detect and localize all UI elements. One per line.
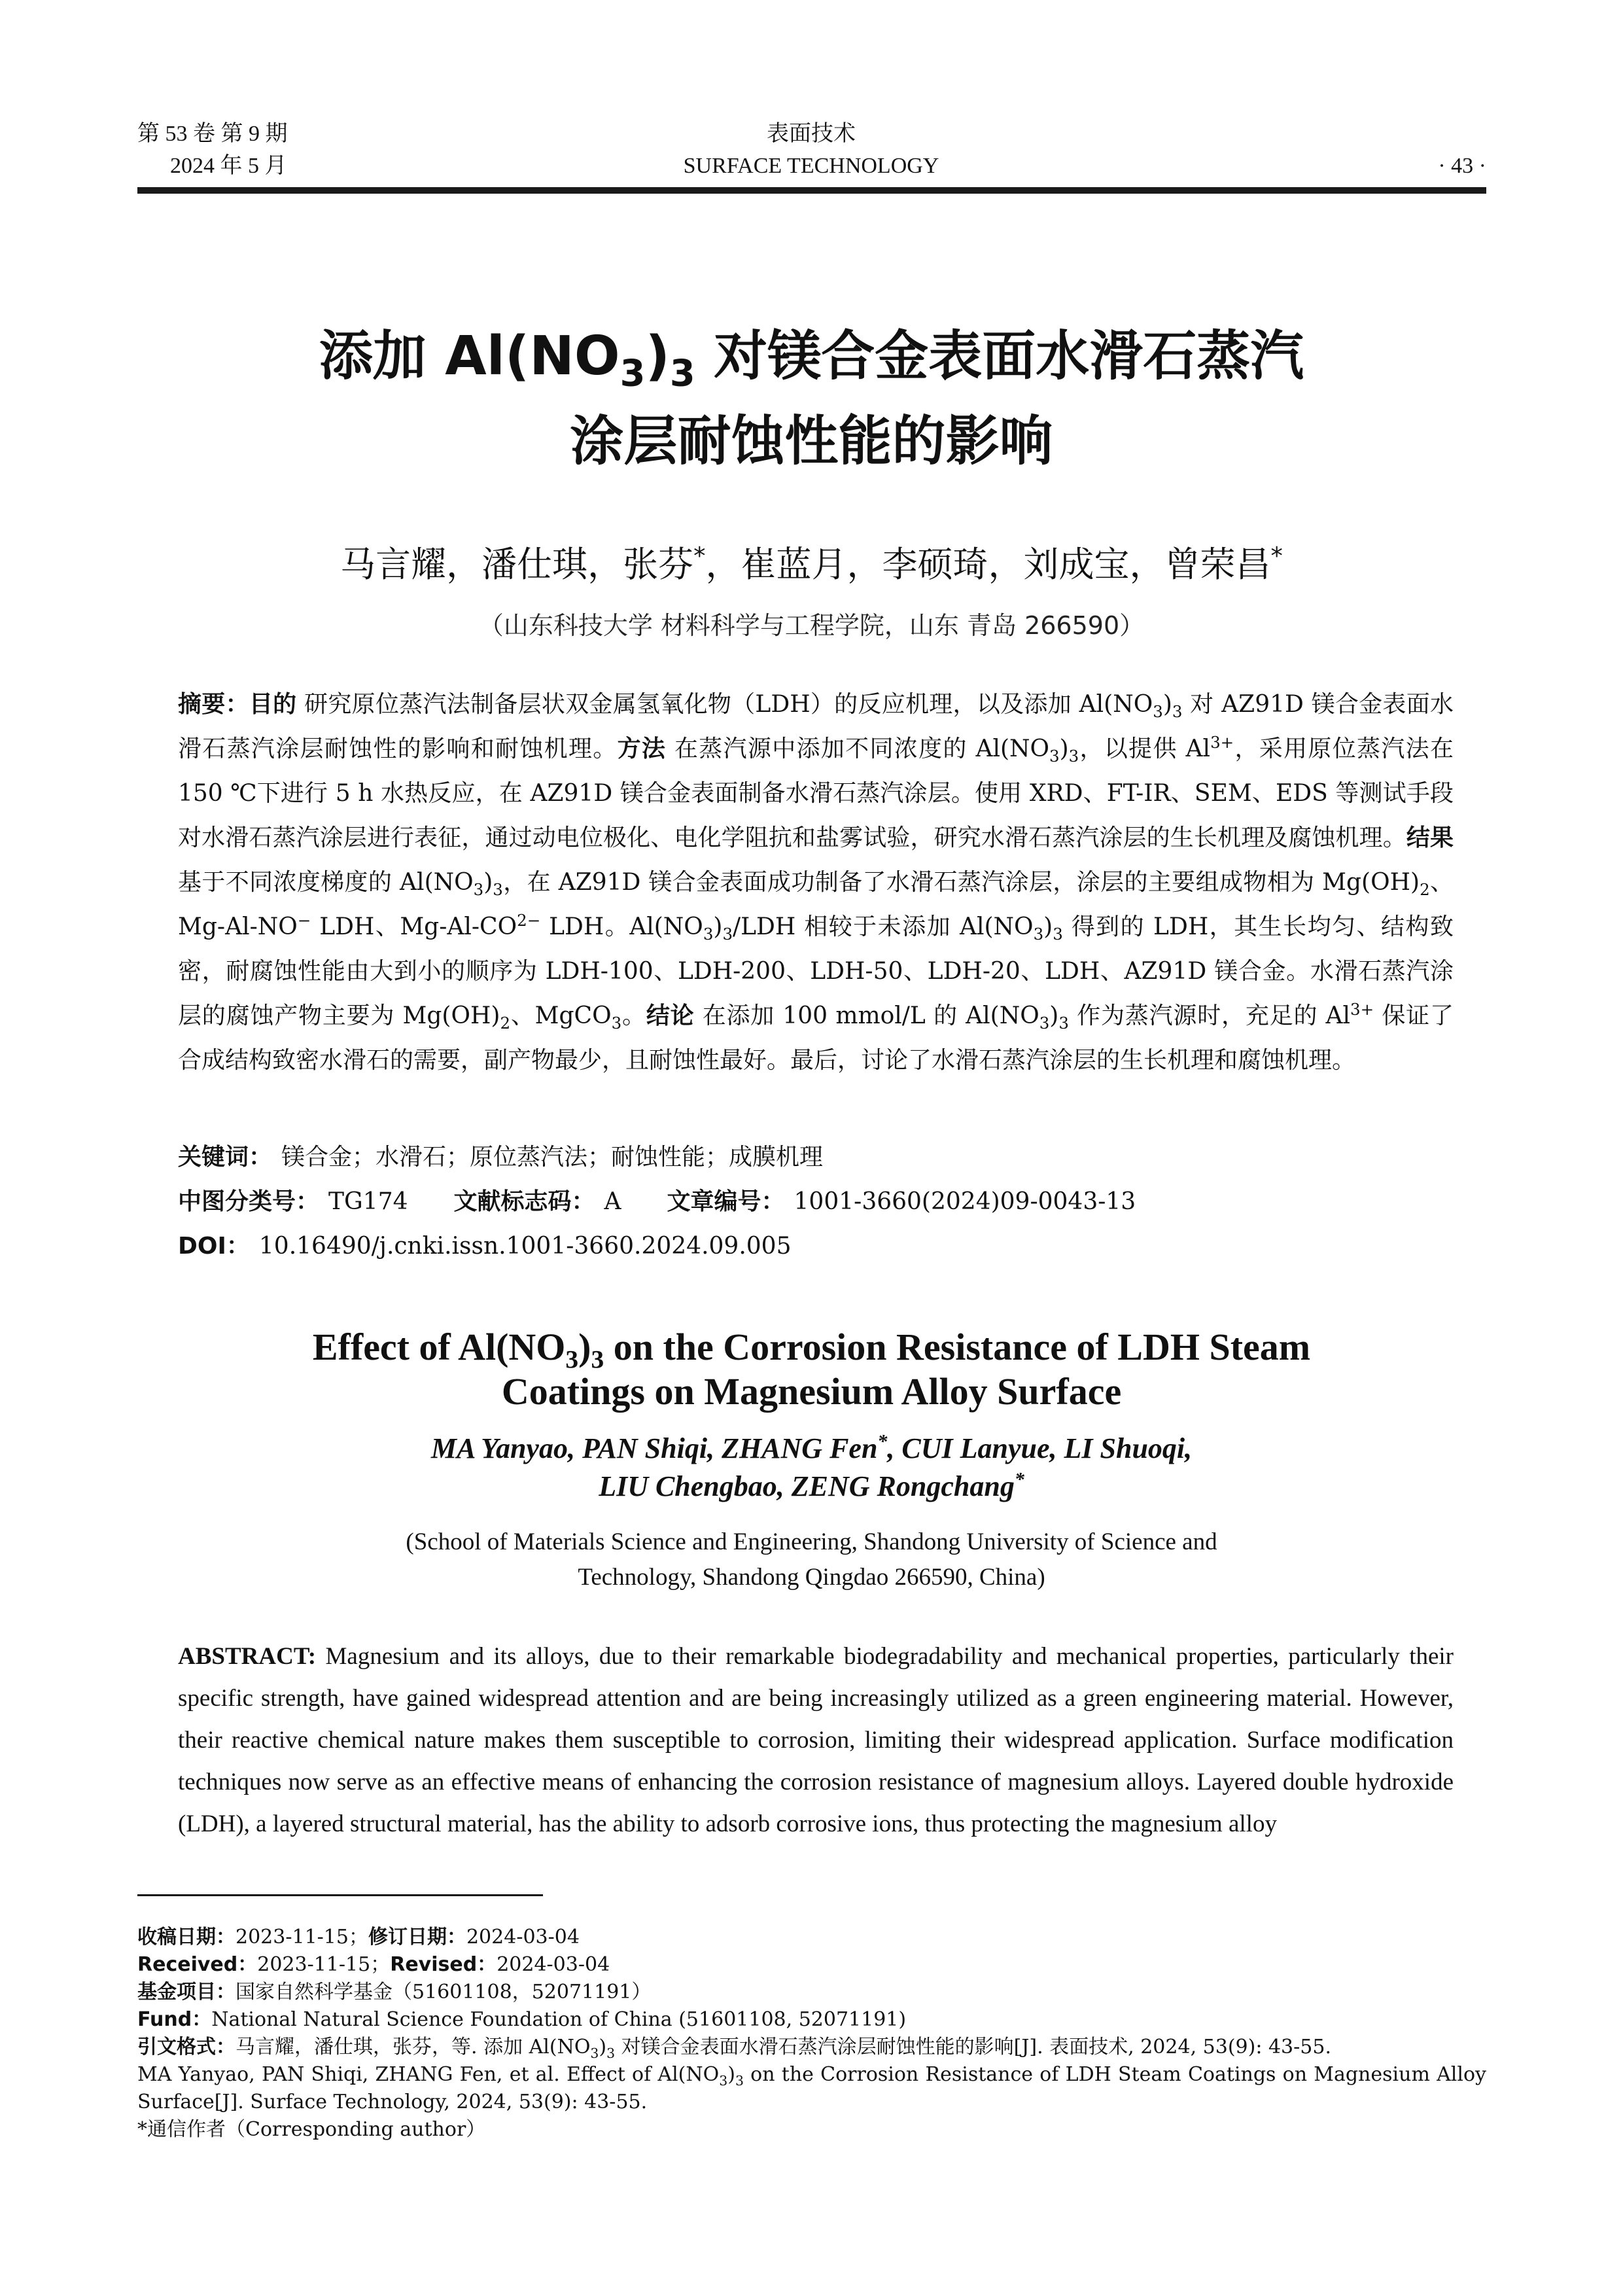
citation-cn: 引文格式：马言耀，潘仕琪，张芬，等. 添加 $Al(NO_3)_3$ 对镁合金表面水滑石蒸汽涂层耐蚀性能的影响[J]. 表面技术, 2024, 53(9): 43-55. xyxy=(137,2036,1331,2061)
volume-issue: 第 53 卷 第 9 期 xyxy=(137,122,288,146)
footnote-rule xyxy=(137,1894,543,1896)
keywords: 关键词： 镁合金；水滑石；原位蒸汽法；耐蚀性能；成膜机理 xyxy=(178,1144,824,1171)
doi: DOI： 10.16490/j.cnki.issn.1001-3660.2024.09.005 xyxy=(178,1233,792,1260)
fund-cn: 基金项目：国家自然科学基金（51601108，52071191） xyxy=(137,1981,652,2004)
received-en: Received：2023-11-15；Revised：2024-03-04 xyxy=(137,1953,610,1976)
abstract-cn: 摘要：目的 研究原位蒸汽法制备层状双金属氢氧化物（LDH）的反应机理，以及添加 $Al(NO_3)_3$ 对 AZ91D 镁合金表面水滑石蒸汽涂层耐蚀性的影响和耐蚀机理。方法 在蒸汽源中添加不同浓度的 $Al(NO_3)_3$，以提供 $Al^{3+}$，采用原位蒸汽法在 150 ℃下进行 5 h 水热反应，在 AZ91D 镁合金表面制备水滑石蒸汽涂层。使用 XRD、FT-IR、SEM、EDS 等测试手段对水滑石蒸汽涂层进行表征，通过动电位极化、电化学阻抗和盐雾试验，研究水滑石蒸汽涂层的生长机理及腐蚀机理。结果 基于不同浓度梯度的 $Al(NO_3)_3$，在 AZ91D 镁合金表面成功制备了水滑石蒸汽涂层，涂层的主要组成物相为 $Mg(OH)_2$、Mg-Al-NO− LDH、$Mg-Al-CO^{2-}$ LDH。$Al(NO_3)_3$/LDH 相较于未添加 $Al(NO_3)_3$ 得到的 LDH，其生长均匀、结构致密，耐腐蚀性能由大到小的顺序为 LDH-100、LDH-200、LDH-50、LDH-20、LDH、AZ91D 镁合金。水滑石蒸汽涂层的腐蚀产物主要为 $Mg(OH)_2$、MgCO$_3$。结论 在添加 100 mmol/L 的 $Al(NO_3)_3$ 作为蒸汽源时，充足的 $Al^{3+}$ 保证了合成结构致密水滑石的需要，副产物最少，且耐蚀性最好。最后，讨论了水滑石蒸汽涂层的生长机理和腐蚀机理。 xyxy=(178,691,1454,1074)
title-en xyxy=(0,1325,1623,1414)
title-cn-line2: 涂层耐蚀性能的影响 xyxy=(570,410,1053,472)
abstract-en: ABSTRACT: Magnesium and its alloys, due to their remarkable biodegradability and mechanical properties, particularly their specific strength, have gained widespread attention and are being increasingly utilized as a green engineering material. However, their reactive chemical nature makes them susceptible to corrosion, limiting their widespread application. Surface modification techniques now serve as an effective means of enhancing the corrosion resistance of magnesium alloys. Layered double hydroxide (LDH), a layered structural material, has the ability to adsorb corrosive ions, thus protecting the magnesium alloy xyxy=(178,1643,1454,1837)
fund-en: Fund：National Natural Science Foundation of China (51601108, 52071191) xyxy=(137,2008,907,2031)
footnotes xyxy=(137,1924,1486,2144)
authors-en: MA Yanyao, PAN Shiqi, ZHANG Fen*, CUI Lanyue, LI Shuoqi, LIU Chengbao, ZENG Rongchang* xyxy=(430,1430,1193,1502)
title-cn xyxy=(0,314,1623,484)
corresponding-author: *通信作者（Corresponding author） xyxy=(137,2118,486,2141)
running-header-center xyxy=(589,118,1034,183)
affiliation-cn: （山东科技大学 材料科学与工程学院，山东 青岛 266590） xyxy=(478,611,1145,640)
issue-date: 2024 年 5 月 xyxy=(170,154,287,179)
received-cn: 收稿日期：2023-11-15；修订日期：2024-03-04 xyxy=(137,1926,580,1949)
header-rule xyxy=(137,187,1486,194)
journal-name-en: SURFACE TECHNOLOGY xyxy=(683,154,939,179)
authors-cn: 马言耀，潘仕琪，张芬*，崔蓝月，李硕琦，刘成宝，曾荣昌* xyxy=(340,542,1283,585)
title-en-line1: Effect of $Al(NO_3)_3$ on the Corrosion Resistance of LDH Steam xyxy=(312,1326,1311,1374)
title-cn-line1: 添加 $Al(NO_3)_3$ 对镁合金表面水滑石蒸汽 xyxy=(319,325,1304,395)
running-header-left xyxy=(137,118,288,183)
page-number: · 43 · xyxy=(1438,154,1486,178)
classification-line: 中图分类号： TG174 文献标志码： A 文章编号： 1001-3660(2024)09-0043-13 xyxy=(178,1188,1136,1215)
citation-en: MA Yanyao, PAN Shiqi, ZHANG Fen, et al. Effect of $Al(NO_3)_3$ on the Corrosion Resistance of LDH Steam Coatings on Magnesium Alloy Surface[J]. Surface Technology, 2024, 53(9): 43-55. xyxy=(137,2063,1486,2113)
affiliation-en: (School of Materials Science and Engineering, Shandong University of Science and Technology, Shandong Qingdao 266590, China) xyxy=(406,1528,1217,1591)
journal-name-cn: 表面技术 xyxy=(767,122,856,146)
title-en-line2: Coatings on Magnesium Alloy Surface xyxy=(501,1370,1122,1413)
